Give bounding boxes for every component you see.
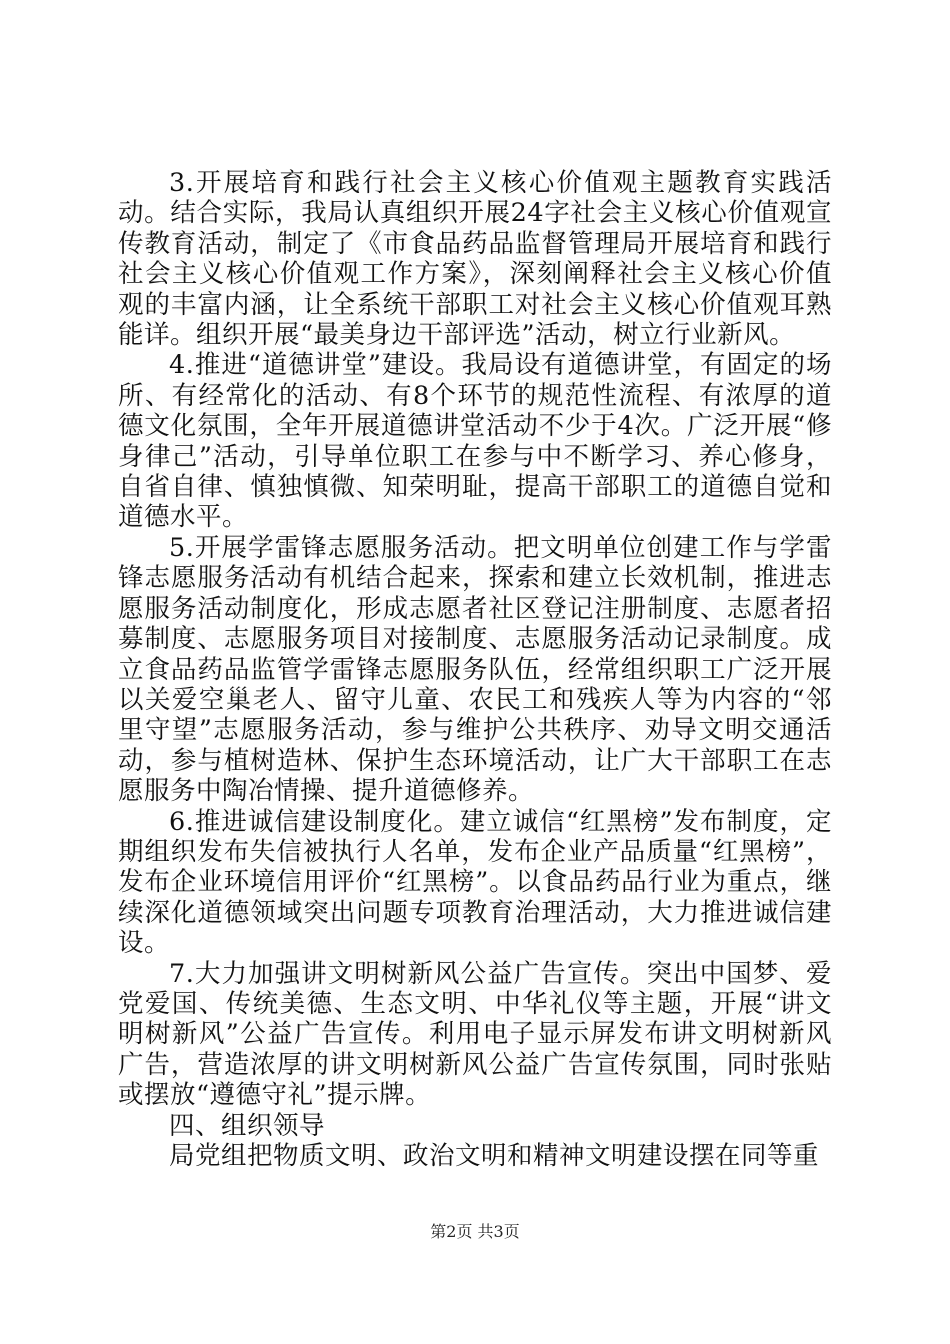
paragraph-item-5: 5.开展学雷锋志愿服务活动。把文明单位创建工作与学雷锋志愿服务活动有机结合起来，探索和建立长效机制，推进志愿服务活动制度化，形成志愿者社区登记注册制度、志愿者招募制度、志愿服务项目对接制度、志愿服务活动记录制度。成立食品药品监管学雷锋志愿服务队伍，经常组织职工广泛开展以关爱空巢老人、留守儿童、农民工和残疾人等为内容的“邻里守望”志愿服务活动，参与维护公共秩序、劝导文明交通活动，参与植树造林、保护生态环境活动，让广大干部职工在志愿服务中陶冶情操、提升道德修养。 bbox=[118, 532, 832, 807]
section-heading-organization: 四、组织领导 bbox=[169, 1110, 326, 1141]
paragraph-item-7: 7.大力加强讲文明树新风公益广告宣传。突出中国梦、爱党爱国、传统美德、生态文明、中华礼仪等主题，开展“讲文明树新风”公益广告宣传。利用电子显示屏发布讲文明树新风广告，营造浓厚的讲文明树新风公益广告宣传氛围，同时张贴或摆放“遵德守礼”提示牌。 bbox=[118, 958, 832, 1111]
paragraph-leadership: 局党组把物质文明、政治文明和精神文明建设摆在同等重 bbox=[169, 1141, 820, 1171]
paragraph-item-3: 3.开展培育和践行社会主义核心价值观主题教育实践活动。结合实际，我局认真组织开展24字社会主义核心价值观宣传教育活动，制定了《市食品药品监督管理局开展培育和践行社会主义核心价值观工作方案》，深刻阐释社会主义核心价值观的丰富内涵，让全系统干部职工对社会主义核心价值观耳熟能详。组织开展“最美身边干部评选”活动，树立行业新风。 bbox=[118, 168, 832, 351]
document-body bbox=[118, 168, 832, 1171]
page-number-footer: 第2页 共3页 bbox=[430, 1222, 520, 1241]
paragraph-item-6: 6.推进诚信建设制度化。建立诚信“红黑榜”发布制度，定期组织发布失信被执行人名单，发布企业产品质量“红黑榜”，发布企业环境信用评价“红黑榜”。以食品药品行业为重点，继续深化道德领域突出问题专项教育治理活动，大力推进诚信建设。 bbox=[118, 806, 832, 959]
paragraph-item-4: 4.推进“道德讲堂”建设。我局设有道德讲堂，有固定的场所、有经常化的活动、有8个环节的规范性流程、有浓厚的道德文化氛围，全年开展道德讲堂活动不少于4次。广泛开展“修身律己”活动，引导单位职工在参与中不断学习、养心修身，自省自律、慎独慎微、知荣明耻，提高干部职工的道德自觉和道德水平。 bbox=[118, 350, 832, 533]
